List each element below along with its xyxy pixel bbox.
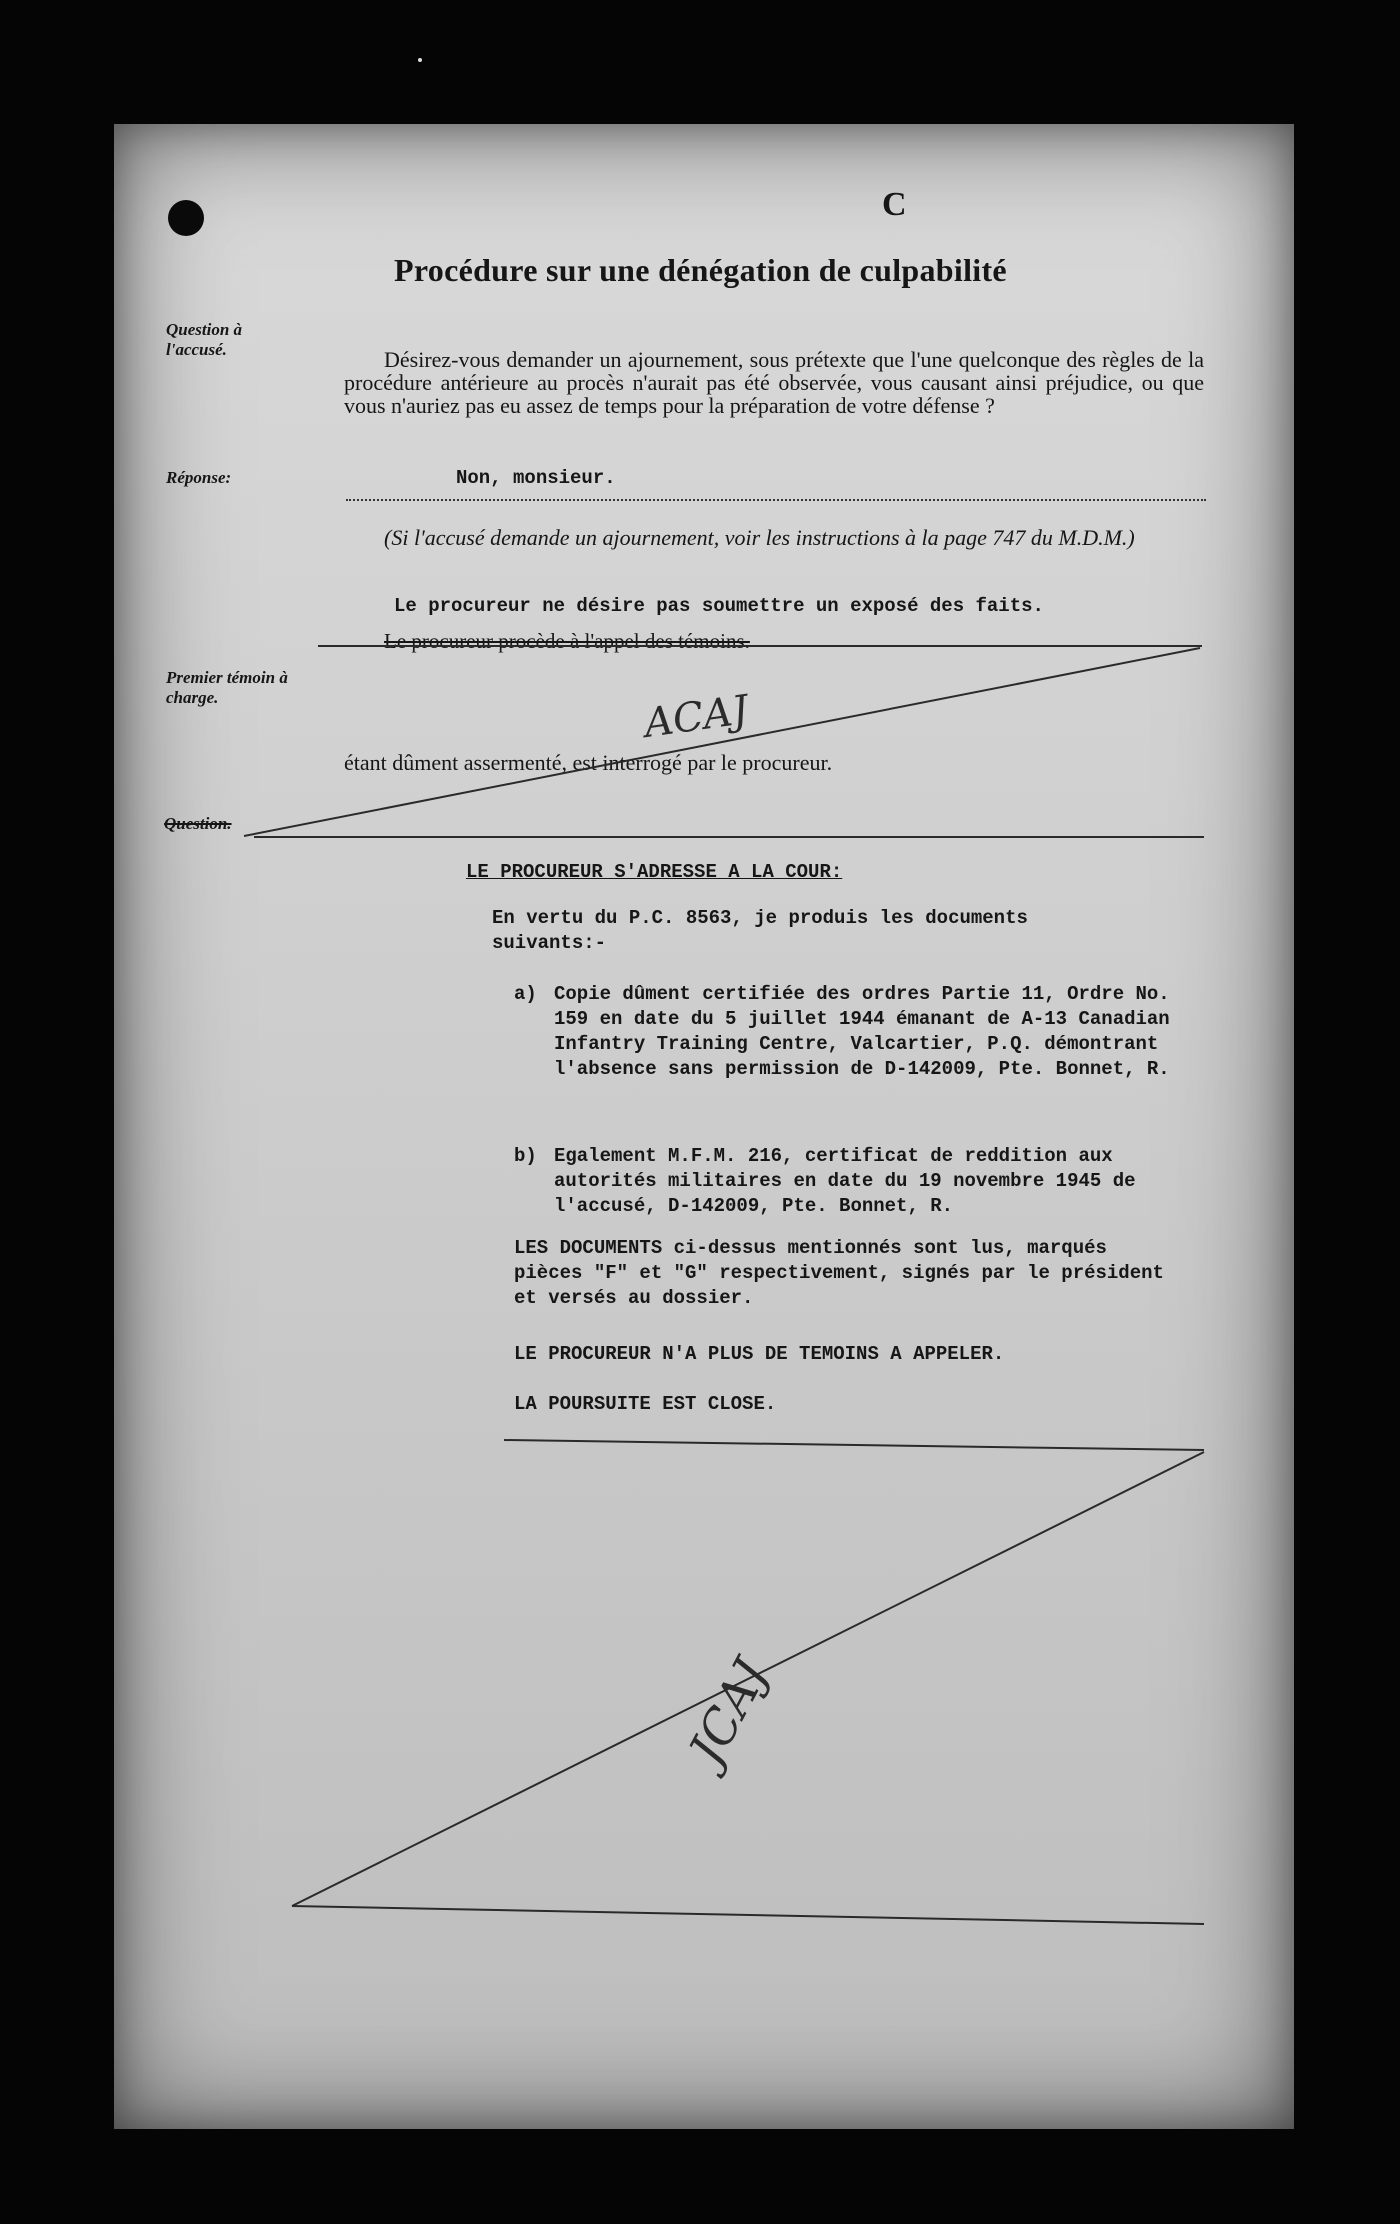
documents-note: LES DOCUMENTS ci-dessus mentionnés sont lus, marqués pièces "F" et "G" respectivement, signés par le président et versés au dossier. — [514, 1237, 1164, 1309]
struck-call-witnesses: Le procureur procède à l'appel des témoins. — [384, 629, 750, 653]
typed-intro: En vertu du P.C. 8563, je produis les documents suivants:- — [492, 907, 1028, 954]
item-b-marker: b) — [514, 1145, 537, 1167]
sworn-text: étant dûment assermenté, est interrogé par le procureur. — [344, 750, 833, 775]
strike-lines-layer — [114, 124, 1294, 2129]
item-b-text: Egalement M.F.M. 216, certificat de reddition aux autorités militaires en date du 19 novembre 1945 de l'accusé, D-142009, Pte. Bonnet, R. — [554, 1145, 1136, 1217]
typed-no-statement: Le procureur ne désire pas soumettre un exposé des faits. — [394, 595, 1044, 617]
section-letter: C — [882, 186, 907, 223]
no-more-witnesses: LE PROCUREUR N'A PLUS DE TEMOINS A APPELER. — [514, 1343, 1005, 1365]
handwritten-initials-1: ACAJ — [641, 686, 752, 748]
page-title: Procédure sur une dénégation de culpabilité — [394, 252, 1007, 288]
item-a-marker: a) — [514, 983, 537, 1005]
bottom-rule — [292, 1906, 1204, 1924]
answer-text: Non, monsieur. — [456, 467, 616, 489]
label-question-struck: Question. — [164, 814, 232, 833]
diagonal-strike-upper — [244, 648, 1200, 836]
document-page — [114, 124, 1294, 2129]
label-first-witness: Premier témoin à charge. — [166, 668, 288, 707]
dust-speck — [418, 58, 422, 62]
case-closed: LA POURSUITE EST CLOSE. — [514, 1393, 777, 1415]
question-paragraph: Désirez-vous demander un ajournement, sous prétexte que l'une quelconque des règles de la procédure antérieure au procès n'aurait pas été observée, vous causant ainsi préjudice, ou que vous n'auriez pas eu assez de temps pour la préparation de votre défense ? — [344, 347, 1204, 418]
typed-heading: LE PROCUREUR S'ADRESSE A LA COUR: — [466, 861, 843, 883]
handwritten-initials-2: JCAJ — [678, 1650, 780, 1774]
diagonal-strike-lower — [292, 1452, 1204, 1906]
instruction-note: (Si l'accusé demande un ajournement, voir les instructions à la page 747 du M.D.M.) — [384, 525, 1135, 550]
label-question-to-accused: Question à l'accusé. — [166, 320, 243, 359]
rule-after-case-closed — [504, 1440, 1204, 1450]
label-answer: Réponse: — [166, 468, 232, 487]
item-a-text: Copie dûment certifiée des ordres Partie 11, Ordre No. 159 en date du 5 juillet 1944 émanant de A-13 Canadian Infantry Training Centre, Valcartier, P.Q. démontrant l'absence sans permission de D-142009, Pte. Bonnet, R. — [554, 983, 1170, 1080]
